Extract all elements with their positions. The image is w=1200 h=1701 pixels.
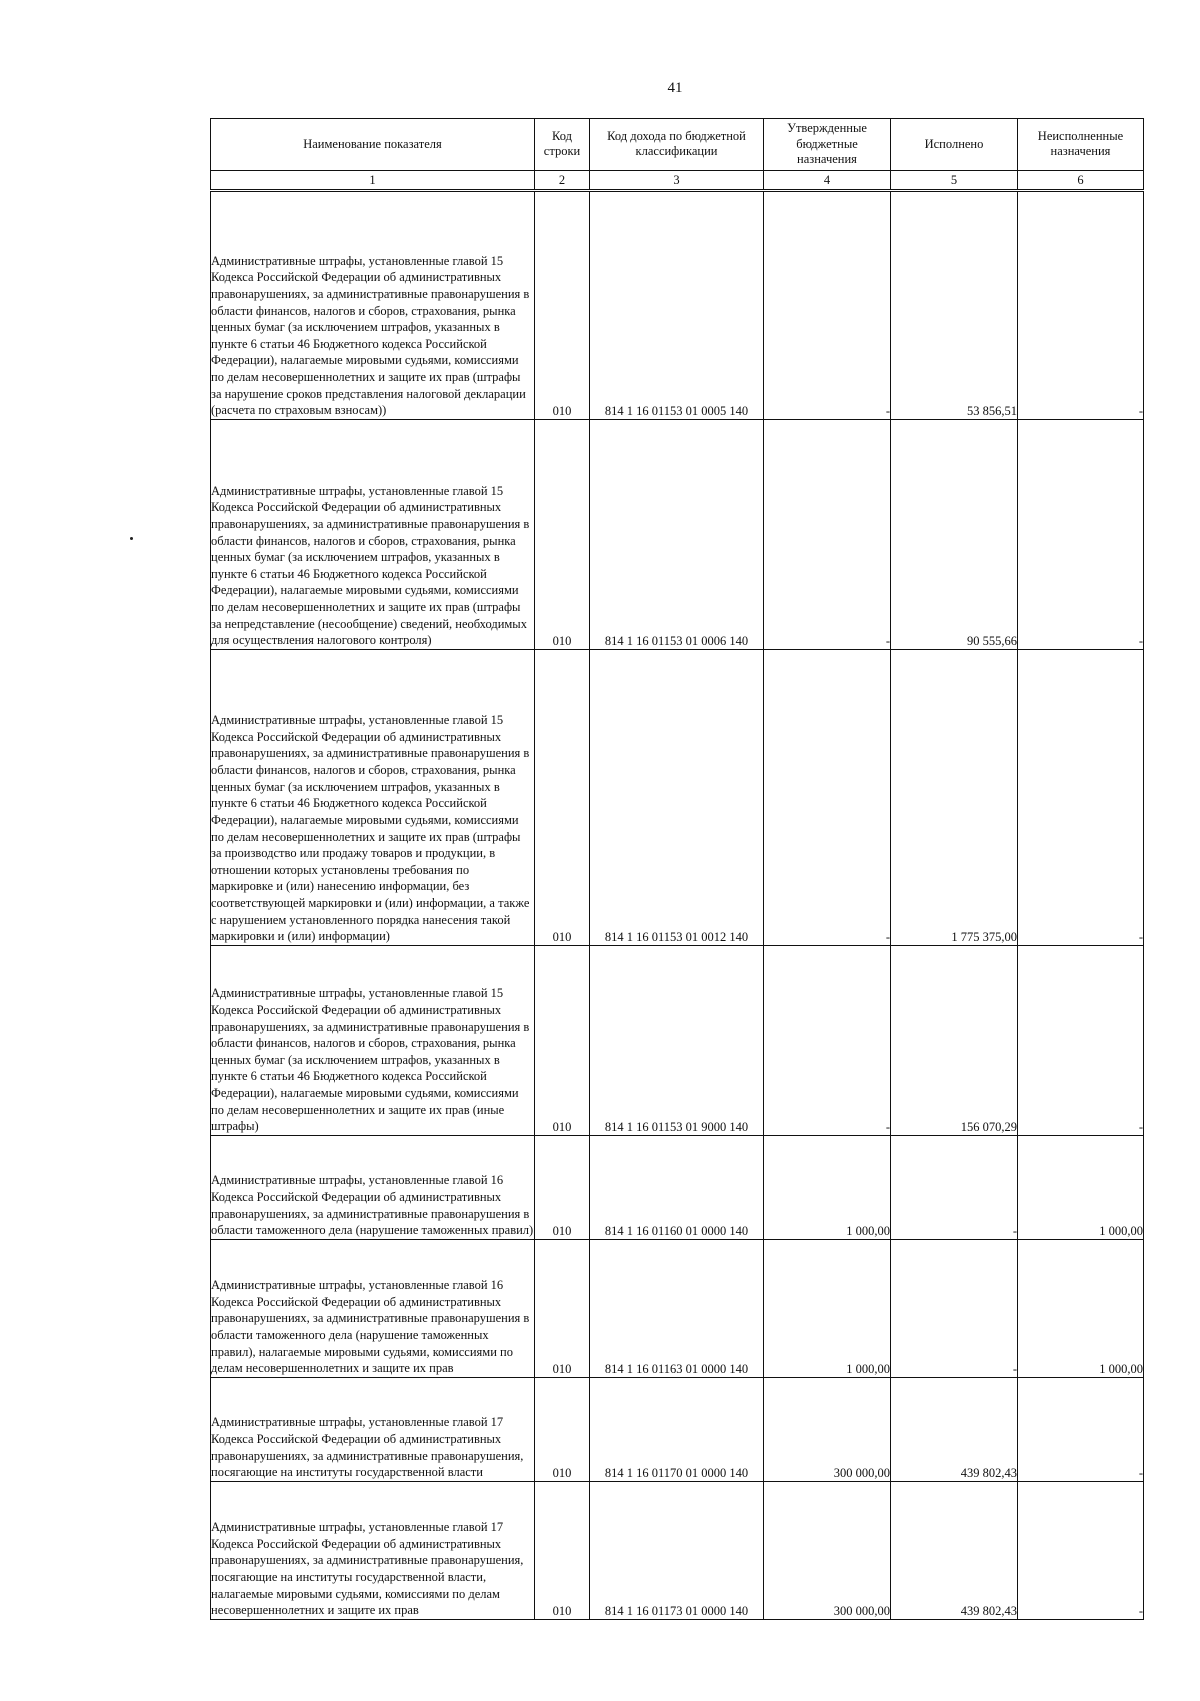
- column-number: 2: [535, 170, 590, 190]
- executed-amount: 53 856,51: [891, 190, 1018, 419]
- column-number: 3: [590, 170, 764, 190]
- approved-amount: -: [764, 649, 891, 945]
- executed-amount: -: [891, 1239, 1018, 1377]
- header-name: Наименование показателя: [211, 119, 535, 171]
- unexecuted-amount: -: [1018, 1377, 1144, 1481]
- executed-amount: -: [891, 1135, 1018, 1239]
- table-row: [211, 1135, 1144, 1239]
- header-approved: Утвержденные бюджетные назначения: [764, 119, 891, 171]
- budget-code: 814 1 16 01153 01 0005 140: [590, 190, 764, 419]
- executed-amount: 439 802,43: [891, 1377, 1018, 1481]
- row-code: 010: [535, 945, 590, 1135]
- table-row: [211, 190, 1144, 419]
- budget-code: 814 1 16 01163 01 0000 140: [590, 1239, 764, 1377]
- table-row: [211, 1239, 1144, 1377]
- approved-amount: -: [764, 945, 891, 1135]
- header-code: Код строки: [535, 119, 590, 171]
- approved-amount: 1 000,00: [764, 1135, 891, 1239]
- approved-amount: 1 000,00: [764, 1239, 891, 1377]
- budget-code: 814 1 16 01153 01 0006 140: [590, 419, 764, 649]
- table-row: [211, 945, 1144, 1135]
- column-number: 4: [764, 170, 891, 190]
- indicator-name: Административные штрафы, установленные главой 17 Кодекса Российской Федерации об административных правонарушениях, за административные правонарушения, посягающие на институты государственной власти: [211, 1377, 535, 1481]
- executed-amount: 156 070,29: [891, 945, 1018, 1135]
- row-code: 010: [535, 1377, 590, 1481]
- table-row: [211, 1481, 1144, 1619]
- executed-amount: 1 775 375,00: [891, 649, 1018, 945]
- row-code: 010: [535, 1481, 590, 1619]
- column-number-row: [211, 170, 1144, 190]
- indicator-name: Административные штрафы, установленные главой 15 Кодекса Российской Федерации об административных правонарушениях, за административные правонарушения в области финансов, налогов и сборов, страхования, рынка ценных бумаг (за исключением штрафов, указанных в пункте 6 статьи 46 Бюджетного кодекса Российской Федерации), налагаемые мировыми судьями, комиссиями по делам несовершеннолетних и защите их прав (штрафы за производство или продажу товаров и продукции, в отношении которых установлены требования по маркировке и (или) нанесению информации, без соответствующей маркировки и (или) информации, а также с нарушением установленного порядка нанесения такой маркировки и (или) информации): [211, 649, 535, 945]
- page-number: 41: [667, 80, 683, 96]
- approved-amount: 300 000,00: [764, 1481, 891, 1619]
- table-row: [211, 419, 1144, 649]
- header-row: [211, 119, 1144, 171]
- column-number: 6: [1018, 170, 1144, 190]
- header-executed: Исполнено: [891, 119, 1018, 171]
- table-row: [211, 1377, 1144, 1481]
- indicator-name: Административные штрафы, установленные главой 15 Кодекса Российской Федерации об административных правонарушениях, за административные правонарушения в области финансов, налогов и сборов, страхования, рынка ценных бумаг (за исключением штрафов, указанных в пункте 6 статьи 46 Бюджетного кодекса Российской Федерации), налагаемые мировыми судьями, комиссиями по делам несовершеннолетних и защите их прав (штрафы за нарушение сроков представления налоговой декларации (расчета по страховым взносам)): [211, 190, 535, 419]
- indicator-name: Административные штрафы, установленные главой 16 Кодекса Российской Федерации об административных правонарушениях, за административные правонарушения в области таможенного дела (нарушение таможенных правил): [211, 1135, 535, 1239]
- header-budget-code: Код дохода по бюджетной классификации: [590, 119, 764, 171]
- approved-amount: -: [764, 190, 891, 419]
- unexecuted-amount: -: [1018, 1481, 1144, 1619]
- unexecuted-amount: -: [1018, 419, 1144, 649]
- unexecuted-amount: -: [1018, 649, 1144, 945]
- approved-amount: 300 000,00: [764, 1377, 891, 1481]
- unexecuted-amount: -: [1018, 190, 1144, 419]
- executed-amount: 90 555,66: [891, 419, 1018, 649]
- budget-code: 814 1 16 01173 01 0000 140: [590, 1481, 764, 1619]
- row-code: 010: [535, 1135, 590, 1239]
- indicator-name: Административные штрафы, установленные главой 16 Кодекса Российской Федерации об административных правонарушениях, за административные правонарушения в области таможенного дела (нарушение таможенных правил), налагаемые мировыми судьями, комиссиями по делам несовершеннолетних и защите их прав: [211, 1239, 535, 1377]
- approved-amount: -: [764, 419, 891, 649]
- unexecuted-amount: 1 000,00: [1018, 1239, 1144, 1377]
- budget-code: 814 1 16 01153 01 9000 140: [590, 945, 764, 1135]
- indicator-name: Административные штрафы, установленные главой 17 Кодекса Российской Федерации об административных правонарушениях, за административные правонарушения, посягающие на институты государственной власти, налагаемые мировыми судьями, комиссиями по делам несовершеннолетних и защите их прав: [211, 1481, 535, 1619]
- scan-speck: [130, 537, 133, 540]
- column-number: 1: [211, 170, 535, 190]
- executed-amount: 439 802,43: [891, 1481, 1018, 1619]
- budget-code: 814 1 16 01160 01 0000 140: [590, 1135, 764, 1239]
- revenue-report-table: [210, 118, 1144, 1620]
- unexecuted-amount: 1 000,00: [1018, 1135, 1144, 1239]
- row-code: 010: [535, 1239, 590, 1377]
- row-code: 010: [535, 190, 590, 419]
- unexecuted-amount: -: [1018, 945, 1144, 1135]
- row-code: 010: [535, 649, 590, 945]
- row-code: 010: [535, 419, 590, 649]
- indicator-name: Административные штрафы, установленные главой 15 Кодекса Российской Федерации об административных правонарушениях, за административные правонарушения в области финансов, налогов и сборов, страхования, рынка ценных бумаг (за исключением штрафов, указанных в пункте 6 статьи 46 Бюджетного кодекса Российской Федерации), налагаемые мировыми судьями, комиссиями по делам несовершеннолетних и защите их прав (штрафы за непредставление (несообщение) сведений, необходимых для осуществления налогового контроля): [211, 419, 535, 649]
- indicator-name: Административные штрафы, установленные главой 15 Кодекса Российской Федерации об административных правонарушениях, за административные правонарушения в области финансов, налогов и сборов, страхования, рынка ценных бумаг (за исключением штрафов, указанных в пункте 6 статьи 46 Бюджетного кодекса Российской Федерации), налагаемые мировыми судьями, комиссиями по делам несовершеннолетних и защите их прав (иные штрафы): [211, 945, 535, 1135]
- header-unexecuted: Неисполненные назначения: [1018, 119, 1144, 171]
- table-row: [211, 649, 1144, 945]
- budget-code: 814 1 16 01170 01 0000 140: [590, 1377, 764, 1481]
- budget-code: 814 1 16 01153 01 0012 140: [590, 649, 764, 945]
- column-number: 5: [891, 170, 1018, 190]
